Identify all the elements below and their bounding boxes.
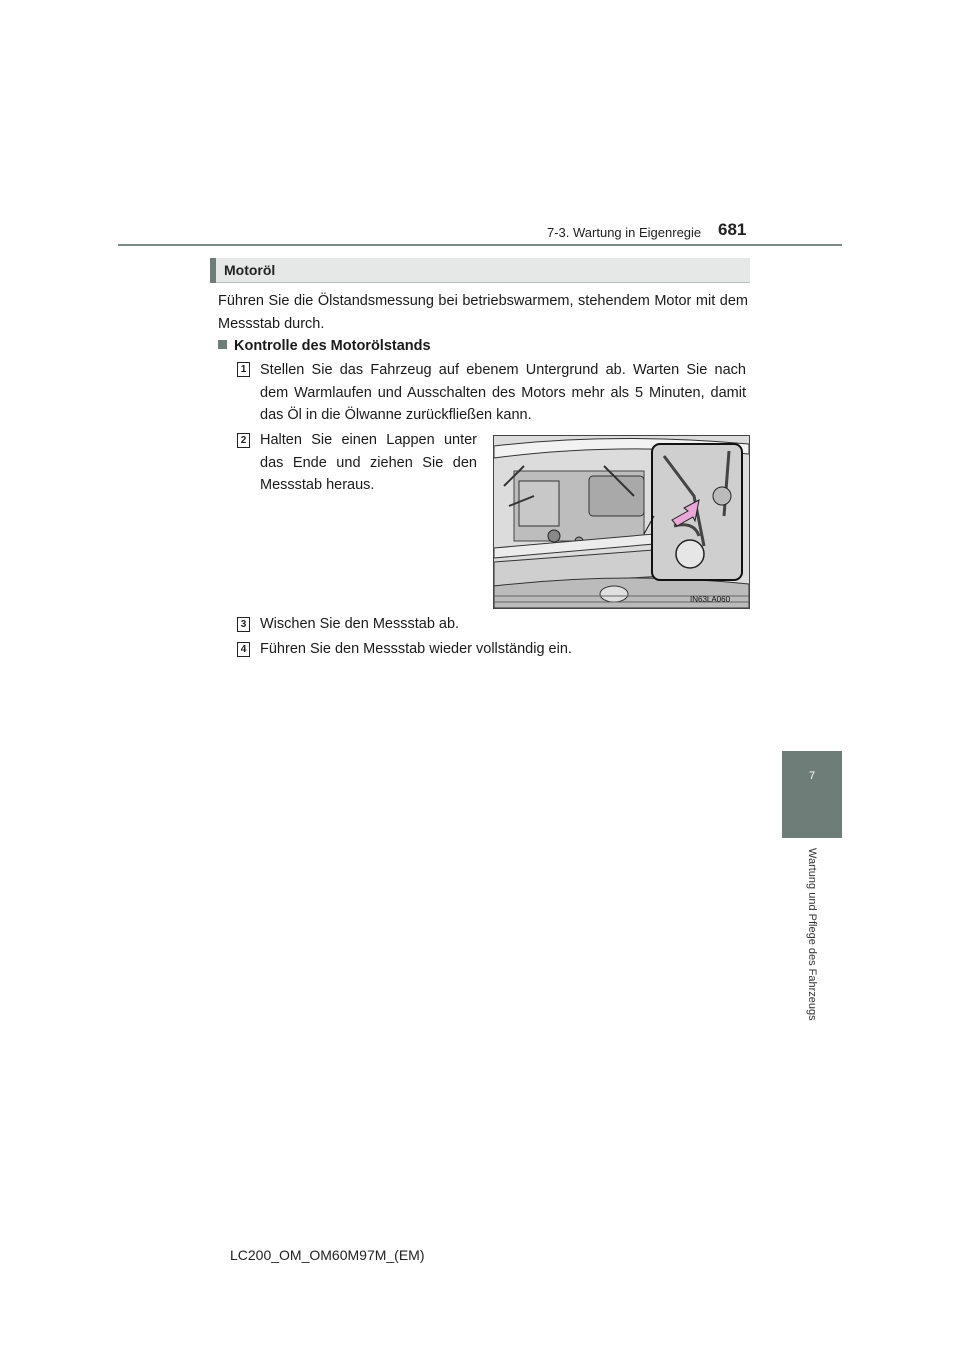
step-number-3: 3 xyxy=(237,617,250,632)
chapter-tab xyxy=(782,751,842,838)
step-text-3: Wischen Sie den Messstab ab. xyxy=(260,616,460,632)
header-section-title: 7-3. Wartung in Eigenregie xyxy=(547,225,702,240)
section-heading-bar xyxy=(210,258,750,283)
figure-code: IN63LA060 xyxy=(690,595,731,604)
square-bullet-icon xyxy=(218,340,227,349)
step-text-1: Stellen Sie das Fahrzeug auf ebenem Untergrund ab. Warten Sie nach dem Warmlaufen und Ausschalten des Motors mehr als 5 Minuten, damit das Öl in die Ölwanne zurückfließen kann. xyxy=(260,362,746,423)
engine-bay-drawing xyxy=(494,436,749,608)
chapter-tab-label: Wartung und Pflege des Fahrzeugs xyxy=(806,848,818,1021)
header-divider xyxy=(118,244,842,246)
step-number-4: 4 xyxy=(237,642,250,657)
intro-paragraph: Führen Sie die Ölstandsmessung bei betriebswarmem, stehendem Motor mit dem Messstab durch. xyxy=(218,293,748,332)
sub-heading xyxy=(218,338,431,354)
section-title: Motoröl xyxy=(224,262,276,278)
sub-heading-text: Kontrolle des Motorölstands xyxy=(234,338,431,354)
step-text-2: Halten Sie einen Lappen unter das Ende und ziehen Sie den Messstab heraus. xyxy=(260,432,477,493)
document-footer-code: LC200_OM_OM60M97M_(EM) xyxy=(230,1247,425,1263)
section-heading-accent xyxy=(210,258,216,283)
engine-bay-illustration xyxy=(493,435,750,609)
step-number-2: 2 xyxy=(237,433,250,448)
chapter-tab-number: 7 xyxy=(808,770,816,782)
step-text-4: Führen Sie den Messstab wieder vollständig ein. xyxy=(260,641,572,657)
step-number-1: 1 xyxy=(237,362,250,377)
page-number: 681 xyxy=(718,220,747,239)
